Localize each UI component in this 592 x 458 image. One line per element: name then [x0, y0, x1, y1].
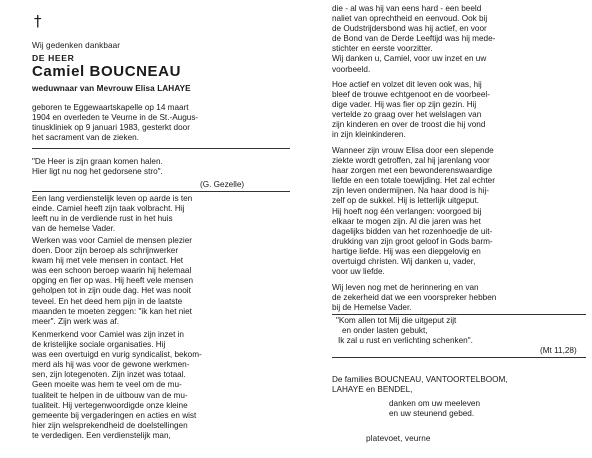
- text-line: hier zijn welsprekendheid de doelstellingen: [32, 420, 188, 430]
- text-line: Geen moeite was hem te veel om de mu-: [32, 380, 182, 390]
- text-line: leeft nu in de verdiende rust in het huis: [32, 214, 173, 224]
- family-signature: [332, 375, 588, 395]
- text-line: danken om uw meeleven: [389, 399, 481, 408]
- quote-line: "De Heer is zijn graan komen halen.: [32, 157, 163, 166]
- text-line: gemeente bij vergaderingen en acties en wist: [32, 410, 197, 420]
- text-line: dige vader. Hij was fier op zijn gezin. Hij: [332, 100, 477, 110]
- divider-line: [32, 148, 290, 149]
- birth-line: 1904 en overleden te Veurne in de St.-Augus-: [32, 113, 199, 123]
- text-line: de Oudstrijdersbond was hij actief, en voor: [332, 24, 487, 34]
- text-line: opging en fier op was. Hij heeft vele mensen: [32, 276, 194, 286]
- text-line: overtuigd christen. Wij danken u, vader,: [332, 257, 476, 267]
- text-line: Hoe actief en volzet dit leven ook was, hij: [332, 80, 482, 89]
- paragraph-engagement: [32, 330, 288, 441]
- text-line: liefde en een totale toewijding. Het zal echter: [332, 176, 495, 186]
- text-line: bleef de trouwe echtgenoot en de voorbeel-: [332, 90, 490, 100]
- text-line: doen. Door zijn beroep als schrijnwerker: [32, 246, 179, 256]
- text-line: sen, zijn lotegenoten. Zijn inzet was totaal.: [32, 370, 186, 380]
- text-line: voorbeeld.: [332, 64, 371, 74]
- quote-line: "Kom allen tot Mij die uitgeput zijt: [336, 316, 457, 325]
- text-line: haar zorgen met een bewonderenswaardige: [332, 166, 493, 176]
- text-line: bij de Hemelse Vader.: [332, 303, 412, 313]
- text-line: en uw steunend gebed.: [389, 409, 475, 419]
- text-line: merd als hij was voor de gewone werkmen-: [32, 360, 190, 370]
- widower-line: weduwnaar van Mevrouw Elisa LAHAYE: [32, 84, 191, 93]
- deceased-name: Camiel BOUCNEAU: [32, 63, 182, 80]
- printer-credit: platevoet, veurne: [366, 434, 431, 443]
- text-line: zijn kinderen en over de troost die hij vond: [332, 120, 486, 130]
- text-line: tualiteit. Hij vertegenwoordigde onze kleine: [32, 400, 188, 410]
- text-line: vertelde zo graag over het welslagen van: [332, 110, 482, 120]
- quote-line: Hier ligt nu nog het gedorsene stro".: [32, 167, 163, 176]
- text-line: Wanneer zijn vrouw Elisa door een slepende: [332, 146, 494, 155]
- text-line: Wij leven nog met de herinnering en van: [332, 283, 479, 292]
- divider-line: [332, 314, 586, 315]
- birth-info: [32, 103, 288, 143]
- divider-line: [32, 191, 290, 192]
- text-line: Wij danken u, Camiel, voor uw inzet en uw: [332, 54, 487, 64]
- text-line: de zekerheid dat we een voorspreker hebben: [332, 293, 497, 303]
- text-line: voor uw liefde.: [332, 267, 385, 277]
- paragraph-memory: [332, 283, 588, 313]
- paragraph-life: [32, 194, 288, 234]
- divider-line: [332, 357, 586, 358]
- text-line: Hij hoeft nog één verlangen: voorgoed bij: [332, 206, 482, 216]
- text-line: teveel. En het deed hem pijn in de laatste: [32, 296, 183, 306]
- text-line: maanden te moeten zeggen: "ik kan het niet: [32, 306, 192, 316]
- text-line: dagelijks bidden van het rozenhoedje de uit-: [332, 226, 493, 236]
- text-line: hartige liefde. Hij was een diepgelovig en: [332, 246, 481, 256]
- text-line: Een lang verdienstelijk leven op aarde is ten: [32, 194, 193, 203]
- text-line: LAHAYE en BENDEL,: [332, 385, 413, 395]
- text-line: ziekte wordt getroffen, zal hij jarenlang voor: [332, 156, 490, 166]
- text-line: was een schoon beroep waarin hij helemaal: [32, 266, 192, 276]
- text-line: naliet van oprechtheid en eenvoud. Ook bij: [332, 14, 488, 24]
- text-line: de kristelijke sociale organisaties. Hij: [32, 340, 166, 350]
- intro-text: Wij gedenken dankbaar: [32, 41, 121, 50]
- text-line: van de hemelse Vader.: [32, 224, 116, 234]
- text-line: De families BOUCNEAU, VANTOORTELBOOM,: [332, 375, 508, 384]
- paragraph-character: [332, 4, 588, 75]
- text-line: meer". Zijn werk was af.: [32, 316, 120, 326]
- text-line: Werken was voor Camiel de mensen plezier: [32, 236, 193, 245]
- thanks-text: [389, 399, 589, 419]
- text-line: stichter en eerste voorzitter.: [332, 44, 433, 54]
- text-line: drukking van zijn groot geloof in Gods barm-: [332, 236, 493, 246]
- de-heer-label: DE HEER: [32, 53, 75, 63]
- quote-line: en onder lasten gebukt,: [342, 326, 428, 335]
- text-line: geholpen tot in zijn oude dag. Het was nooit: [32, 286, 191, 296]
- text-line: zijn leven ondermijnen. Na haar dood is hij-: [332, 186, 490, 196]
- birth-line: tinuskliniek op 9 januari 1983, gesterkt door: [32, 123, 190, 133]
- text-line: was een overtuigd en vurig syndicalist, bekom-: [32, 350, 202, 360]
- text-line: die - al was hij van eens hard - een beeld: [332, 4, 482, 13]
- text-line: te verdedigen. Een verdienstelijk man,: [32, 430, 171, 440]
- paragraph-family: [332, 80, 588, 141]
- paragraph-care: [332, 146, 588, 277]
- paragraph-work: [32, 236, 288, 327]
- quote-line: Ik zal u rust en verlichting schenken".: [338, 336, 473, 345]
- text-line: tualiteit te helpen in de uitbouw van de mu-: [32, 390, 188, 400]
- text-line: einde. Camiel heeft zijn taak volbracht. Hij: [32, 204, 185, 214]
- text-line: elkaar te mogen zijn. Al die jaren was het: [332, 216, 481, 226]
- text-line: in zijn kleinkinderen.: [332, 130, 406, 140]
- quote-author: (G. Gezelle): [200, 180, 245, 189]
- gezelle-quote: [32, 157, 163, 177]
- text-line: Kenmerkend voor Camiel was zijn inzet in: [32, 330, 184, 339]
- quote-reference: (Mt 11,28): [540, 346, 577, 355]
- text-line: de Bond van de Derde Leeftijd was hij mede-: [332, 34, 496, 44]
- text-line: zelf op de sukkel. Hij is letterlijk uitgeput.: [332, 196, 479, 206]
- birth-line: het sacrament van de zieken.: [32, 133, 139, 143]
- text-line: kwam hij met vele mensen in contact. Het: [32, 256, 184, 266]
- birth-line: geboren te Eggewaartskapelle op 14 maart: [32, 103, 189, 112]
- cross-icon: †: [34, 12, 42, 30]
- bible-quote: [336, 316, 473, 346]
